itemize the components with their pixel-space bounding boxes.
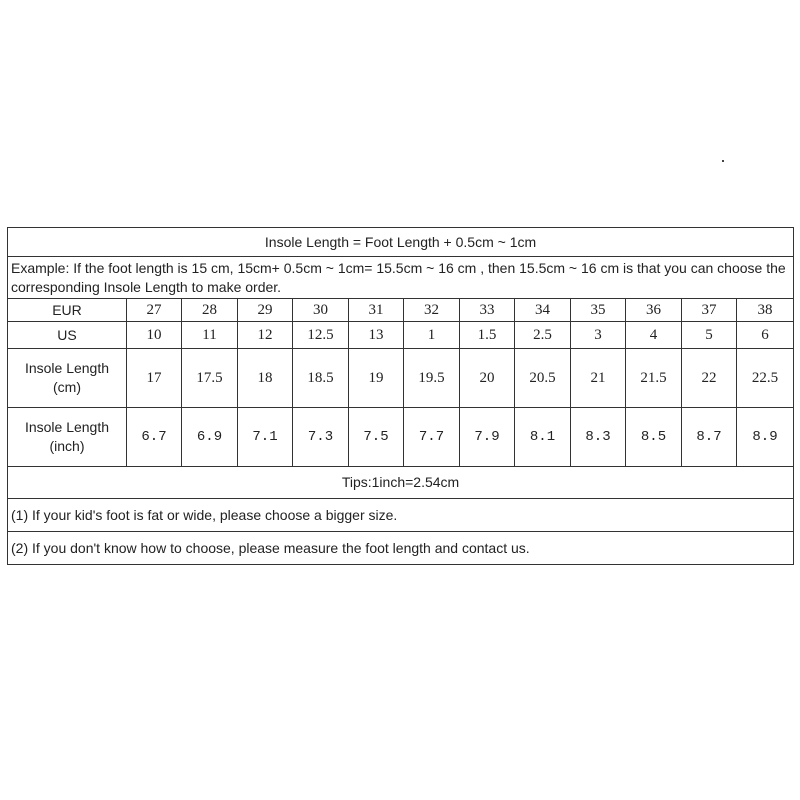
insole-inch-cell: 6.9: [182, 408, 238, 467]
us-label: US: [8, 322, 127, 349]
us-row: [8, 322, 794, 349]
eur-cell: 27: [127, 299, 182, 322]
us-cell: 12: [238, 322, 293, 349]
insole-inch-label-line1: Insole Length: [24, 419, 110, 435]
eur-cell: 34: [515, 299, 571, 322]
eur-cell: 29: [238, 299, 293, 322]
note-row: [8, 499, 794, 532]
insole-cm-cell: 22: [682, 349, 737, 408]
us-cell: 1.5: [460, 322, 515, 349]
eur-cell: 33: [460, 299, 515, 322]
insole-inch-label-line2: (inch): [49, 438, 85, 454]
insole-cm-cell: 22.5: [737, 349, 794, 408]
insole-inch-label: [8, 408, 127, 467]
note-text: (2) If you don't know how to choose, please measure the foot length and contact us.: [8, 532, 794, 565]
insole-inch-cell: 8.7: [682, 408, 737, 467]
eur-label: EUR: [8, 299, 127, 322]
example-text: Example: If the foot length is 15 cm, 15cm+ 0.5cm ~ 1cm= 15.5cm ~ 16 cm , then 15.5cm ~ 16 cm is that you can choose the corresponding Insole Length to make order.: [8, 257, 794, 299]
insole-cm-cell: 21: [571, 349, 626, 408]
insole-inch-cell: 8.9: [737, 408, 794, 467]
size-chart-table: [7, 227, 794, 565]
us-cell: 10: [127, 322, 182, 349]
stray-dot: [722, 160, 724, 162]
tips-row: [8, 467, 794, 499]
table-title-row: [8, 228, 794, 257]
us-cell: 12.5: [293, 322, 349, 349]
eur-cell: 37: [682, 299, 737, 322]
insole-cm-cell: 19: [349, 349, 404, 408]
insole-cm-cell: 18.5: [293, 349, 349, 408]
eur-cell: 30: [293, 299, 349, 322]
eur-cell: 35: [571, 299, 626, 322]
us-cell: 5: [682, 322, 737, 349]
insole-cm-cell: 17.5: [182, 349, 238, 408]
us-cell: 1: [404, 322, 460, 349]
eur-cell: 36: [626, 299, 682, 322]
insole-inch-cell: 7.7: [404, 408, 460, 467]
insole-cm-cell: 18: [238, 349, 293, 408]
eur-cell: 28: [182, 299, 238, 322]
us-cell: 4: [626, 322, 682, 349]
insole-cm-cell: 20: [460, 349, 515, 408]
us-cell: 13: [349, 322, 404, 349]
us-cell: 2.5: [515, 322, 571, 349]
insole-cm-cell: 19.5: [404, 349, 460, 408]
us-cell: 6: [737, 322, 794, 349]
insole-cm-cell: 21.5: [626, 349, 682, 408]
insole-cm-label: [8, 349, 127, 408]
insole-inch-row: [8, 408, 794, 467]
insole-inch-cell: 7.9: [460, 408, 515, 467]
eur-row: [8, 299, 794, 322]
example-row: [8, 257, 794, 299]
insole-inch-cell: 8.1: [515, 408, 571, 467]
insole-cm-label-line2: (cm): [53, 379, 81, 395]
insole-inch-cell: 7.1: [238, 408, 293, 467]
eur-cell: 31: [349, 299, 404, 322]
eur-cell: 38: [737, 299, 794, 322]
insole-cm-label-line1: Insole Length: [24, 360, 110, 376]
us-cell: 3: [571, 322, 626, 349]
insole-inch-cell: 6.7: [127, 408, 182, 467]
note-text: (1) If your kid's foot is fat or wide, please choose a bigger size.: [8, 499, 794, 532]
insole-inch-cell: 7.3: [293, 408, 349, 467]
table-title: Insole Length = Foot Length + 0.5cm ~ 1cm: [8, 228, 794, 257]
insole-inch-cell: 8.3: [571, 408, 626, 467]
insole-inch-cell: 8.5: [626, 408, 682, 467]
tips-text: Tips:1inch=2.54cm: [8, 467, 794, 499]
insole-cm-cell: 17: [127, 349, 182, 408]
insole-cm-row: [8, 349, 794, 408]
eur-cell: 32: [404, 299, 460, 322]
note-row: [8, 532, 794, 565]
us-cell: 11: [182, 322, 238, 349]
insole-inch-cell: 7.5: [349, 408, 404, 467]
insole-cm-cell: 20.5: [515, 349, 571, 408]
